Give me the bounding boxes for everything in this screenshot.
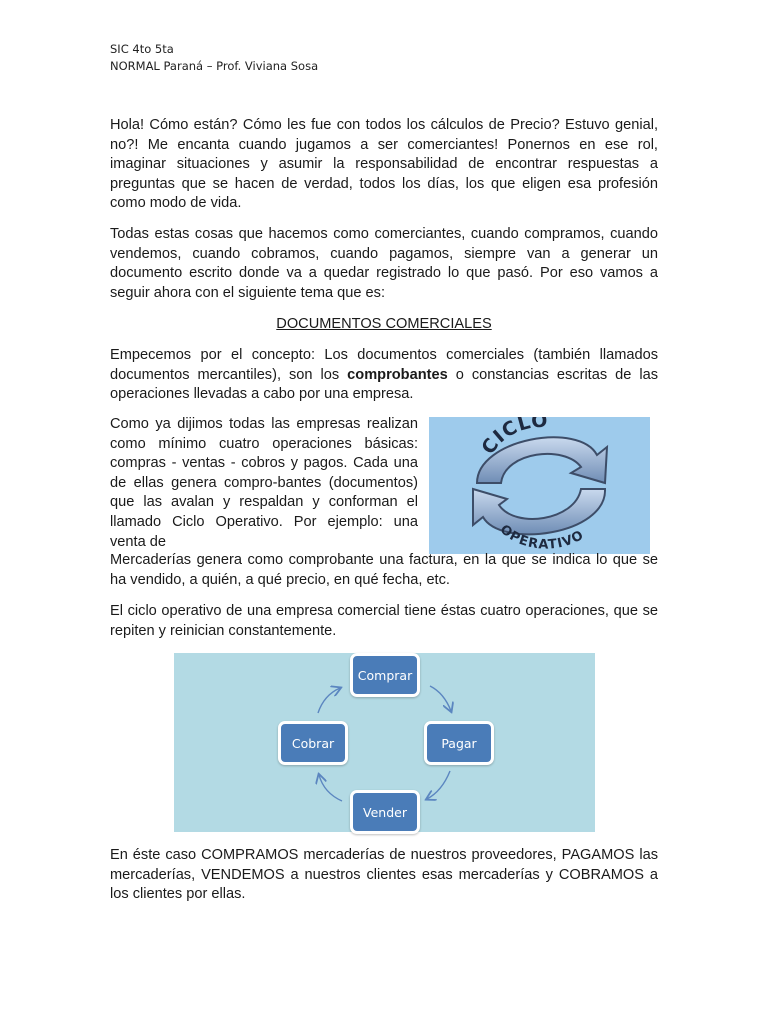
arrow-comprar-pagar — [430, 686, 451, 711]
concept-text-end: o constancias escritas de las operaciones llevadas a cabo por una empresa. — [110, 366, 659, 403]
node-vender: Vender — [350, 790, 420, 834]
concept-bold-term: comprobantes — [347, 366, 448, 383]
paragraph-greeting: Hola! Cómo están? Cómo les fue con todos los cálculos de Precio? Estuvo genial, no?! Me encanta cuando jugamos a ser comerciantes! Ponernos en ese rol, imaginar situaciones y asumir la responsabilidad de encontrar respuestas a preguntas que se hacen de verdad, todos los días, los que eligen esa profesión como modo de vida. — [110, 117, 658, 212]
paragraph-intro: Todas estas cosas que hacemos como comerciantes, cuando compramos, cuando vendemos, cuando cobramos, cuando pagamos, siempre van a generar un documento escrito donde va a quedar registrado lo que pasó. Por eso vamos a seguir ahora con el siguiente tema que es: — [110, 226, 658, 301]
cycle-arrows-icon — [429, 417, 650, 554]
paragraph-cycle-explained: En éste caso COMPRAMOS mercaderías de nuestros proveedores, PAGAMOS las mercaderías, VENDEMOS a nuestros clientes esas mercaderías y COBRAMOS a los clientes por ellas. — [110, 847, 658, 903]
concept-text-start: Empecemos por el concepto: Los documentos comerciales (también llamados documentos mercantiles), son los — [110, 347, 658, 383]
paragraph-operations-wrapped: Como ya dijimos todas las empresas realizan como mínimo cuatro operaciones básicas: compras - ventas - cobros y pagos. Cada una de ellas genera compro-bantes (documentos) que las avalan y respaldan y conforman el llamado Ciclo Operativo. Por ejemplo: una venta de — [110, 416, 418, 550]
node-pagar: Pagar — [424, 721, 494, 765]
arrow-pagar-vender — [427, 771, 450, 799]
page-header — [110, 41, 318, 75]
node-cobrar: Cobrar — [278, 721, 348, 765]
section-title: DOCUMENTOS COMERCIALES — [276, 316, 492, 332]
node-comprar: Comprar — [350, 653, 420, 697]
paragraph-concept — [110, 346, 658, 405]
header-school-teacher: NORMAL Paraná – Prof. Viviana Sosa — [110, 59, 319, 73]
paragraph-cycle-intro: El ciclo operativo de una empresa comercial tiene éstas cuatro operaciones, que se repiten y reinician constantemente. — [110, 603, 658, 639]
header-course: SIC 4to 5ta — [110, 42, 174, 56]
paragraph-operations-full: Mercaderías genera como comprobante una factura, en la que se indica lo que se ha vendido, a quién, a qué precio, en qué fecha, etc. — [110, 552, 658, 588]
ciclo-word: CICLO — [477, 417, 549, 459]
operativo-word: OPERATIVO — [496, 522, 587, 553]
ciclo-operativo-image — [429, 417, 650, 554]
arrow-vender-cobrar — [319, 775, 342, 801]
cycle-diagram — [174, 653, 595, 832]
arrow-cobrar-comprar — [318, 688, 340, 713]
